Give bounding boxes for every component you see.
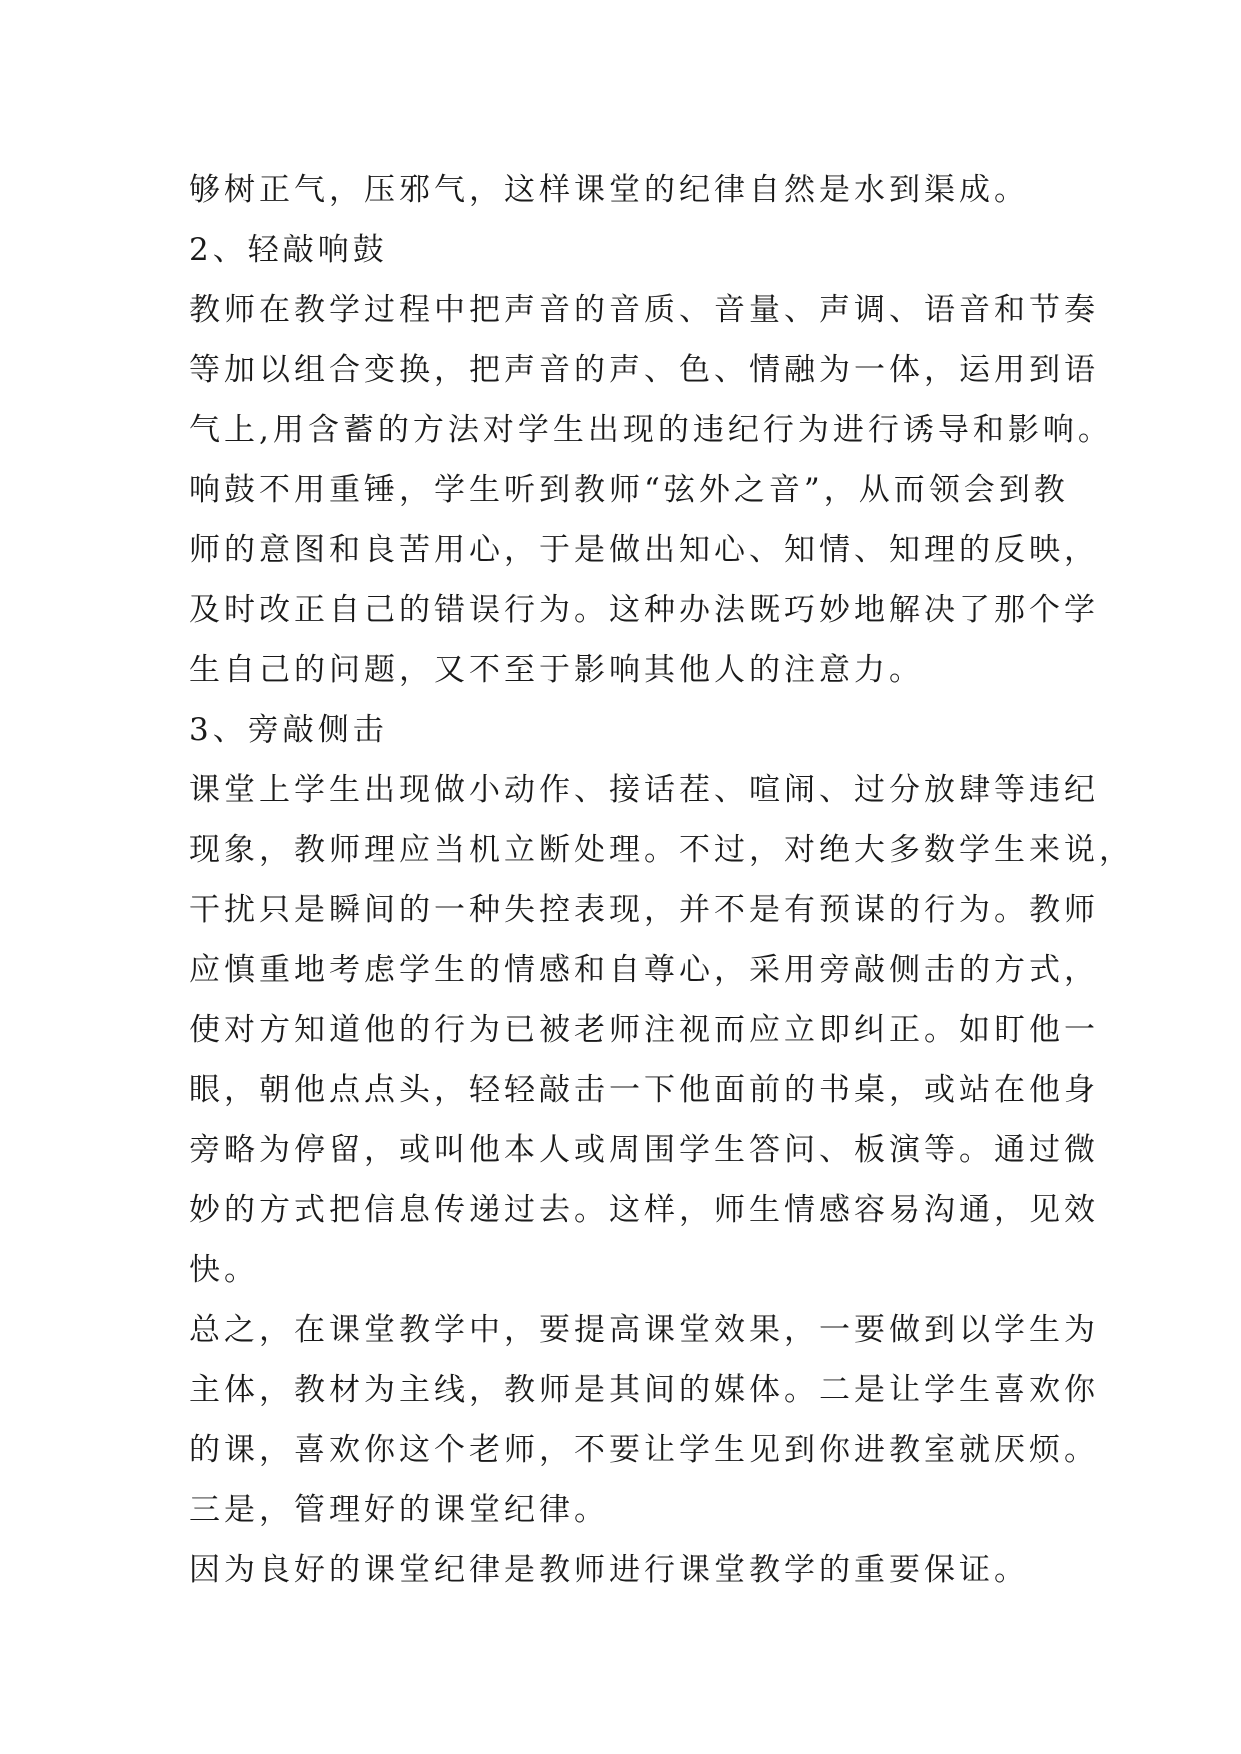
text-line: 三是，管理好的课堂纪律。 — [189, 1492, 609, 1528]
text-line: 快。 — [189, 1252, 259, 1288]
text-line: 够树正气，压邪气，这样课堂的纪律自然是水到渠成。 — [189, 172, 1029, 208]
text-line: 旁略为停留，或叫他本人或周围学生答问、板演等。通过微 — [189, 1132, 1099, 1168]
text-line: 及时改正自己的错误行为。这种办法既巧妙地解决了那个学 — [189, 592, 1099, 628]
body-text — [189, 160, 1134, 1600]
text-line: 生自己的问题，又不至于影响其他人的注意力。 — [189, 652, 924, 688]
text-line: 课堂上学生出现做小动作、接话茬、喧闹、过分放肆等违纪 — [189, 772, 1099, 808]
section-heading: 3、旁敲侧击 — [189, 712, 388, 748]
text-line: 的课，喜欢你这个老师，不要让学生见到你进教室就厌烦。 — [189, 1432, 1099, 1468]
text-line: 使对方知道他的行为已被老师注视而应立即纠正。如盯他一 — [189, 1012, 1099, 1048]
text-line: 师的意图和良苦用心，于是做出知心、知情、知理的反映， — [189, 532, 1099, 568]
text-line: 气上,用含蓄的方法对学生出现的违纪行为进行诱导和影响。 — [189, 412, 1113, 448]
text-line: 响鼓不用重锤，学生听到教师“弦外之音”，从而领会到教 — [189, 472, 1069, 508]
text-line: 眼，朝他点点头，轻轻敲击一下他面前的书桌，或站在他身 — [189, 1072, 1099, 1108]
text-line: 现象，教师理应当机立断处理。不过，对绝大多数学生来说， — [189, 832, 1134, 868]
text-line: 等加以组合变换，把声音的声、色、情融为一体，运用到语 — [189, 352, 1099, 388]
section-heading: 2、轻敲响鼓 — [189, 232, 388, 268]
text-line: 主体，教材为主线，教师是其间的媒体。二是让学生喜欢你 — [189, 1372, 1099, 1408]
text-line: 教师在教学过程中把声音的音质、音量、声调、语音和节奏 — [189, 292, 1099, 328]
text-line: 干扰只是瞬间的一种失控表现，并不是有预谋的行为。教师 — [189, 892, 1099, 928]
text-line: 总之，在课堂教学中，要提高课堂效果，一要做到以学生为 — [189, 1312, 1099, 1348]
text-line: 妙的方式把信息传递过去。这样，师生情感容易沟通，见效 — [189, 1192, 1099, 1228]
text-line: 因为良好的课堂纪律是教师进行课堂教学的重要保证。 — [189, 1552, 1029, 1588]
text-line: 应慎重地考虑学生的情感和自尊心，采用旁敲侧击的方式， — [189, 952, 1099, 988]
